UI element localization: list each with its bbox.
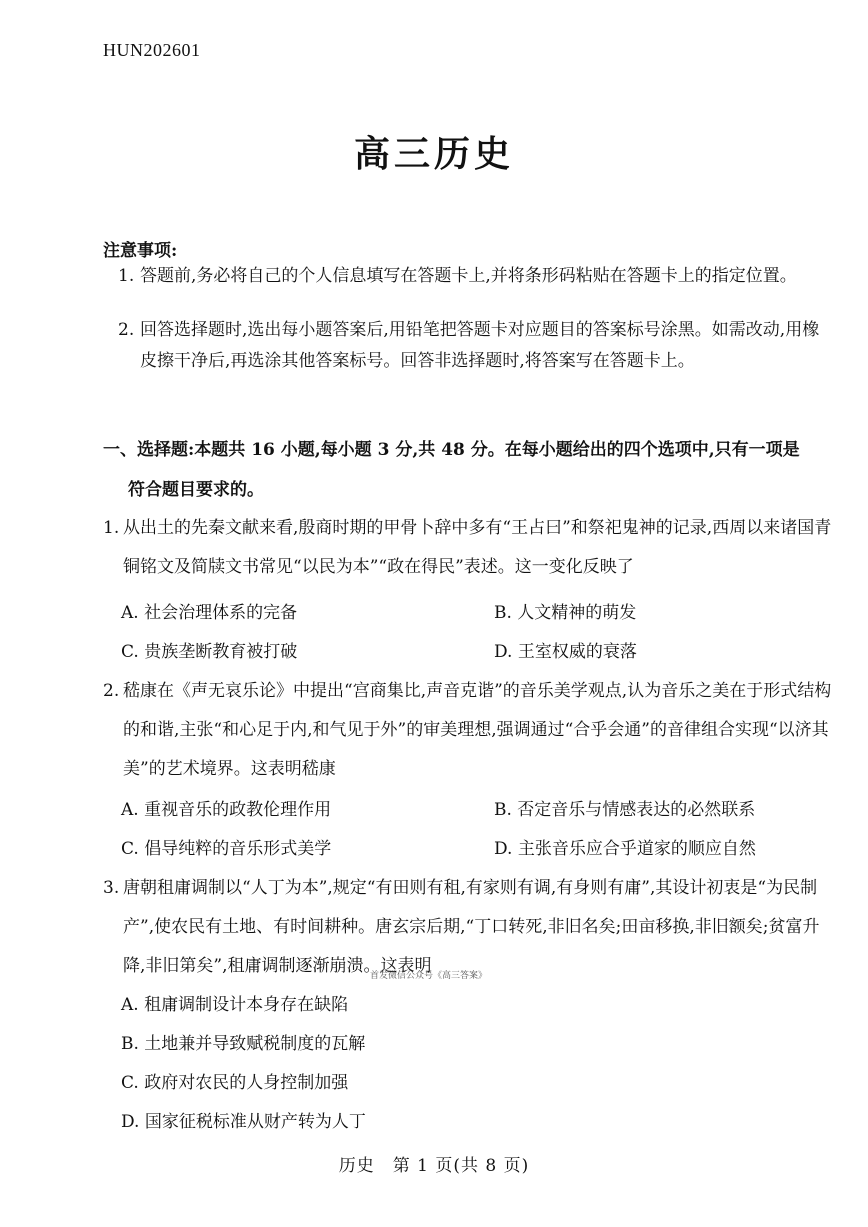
notice-item-text: 答题前,务必将自己的个人信息填写在答题卡上,并将条形码粘贴在答题卡上的指定位置。 (140, 266, 797, 286)
question-1 (103, 509, 833, 587)
option-c: C. 贵族垄断教育被打破 (121, 642, 298, 662)
section-heading-line: 一、选择题:本题共 16 小题,每小题 3 分,共 48 分。在每小题给出的四个选项中,只有一项是 (103, 440, 800, 460)
question-number: 3. (103, 878, 120, 898)
notice-item (118, 261, 830, 292)
option-b: B. 人文精神的萌发 (494, 603, 637, 623)
question-number: 1. (103, 518, 120, 538)
exam-code: HUN202601 (103, 40, 201, 60)
option-b: B. 土地兼并导致赋税制度的瓦解 (121, 1034, 366, 1054)
question-stem: 嵇康在《声无哀乐论》中提出“宫商集比,声音克谐”的音乐美学观点,认为音乐之美在于形式结构的和谐,主张“和心足于内,和气见于外”的审美理想,强调通过“合乎会通”的音律组合实现“以济其美”的艺术境界。这表明嵇康 (123, 681, 832, 779)
section-heading-line: 符合题目要求的。 (128, 480, 264, 500)
option-d: D. 国家征税标准从财产转为人丁 (121, 1112, 366, 1132)
notice-heading: 注意事项: (103, 241, 178, 261)
notice-item-number: 1. (118, 266, 135, 286)
notice-item-text: 回答选择题时,选出每小题答案后,用铅笔把答题卡对应题目的答案标号涂黑。如需改动,用橡皮擦干净后,再选涂其他答案标号。回答非选择题时,将答案写在答题卡上。 (140, 320, 820, 371)
page-title: 高三历史 (353, 133, 514, 175)
option-d: D. 主张音乐应合乎道家的顺应自然 (494, 839, 756, 859)
notice-item-number: 2. (118, 320, 135, 340)
option-b: B. 否定音乐与情感表达的必然联系 (494, 800, 756, 820)
page-footer: 历史 第 1 页(共 8 页) (338, 1156, 530, 1176)
option-c: C. 倡导纯粹的音乐形式美学 (121, 839, 332, 859)
watermark-text: 首发微信公众号《高三答案》 (370, 971, 488, 981)
option-a: A. 重视音乐的政教伦理作用 (121, 800, 332, 820)
question-2 (103, 672, 833, 789)
question-stem: 唐朝租庸调制以“人丁为本”,规定“有田则有租,有家则有调,有身则有庸”,其设计初衷是“为民制产”,使农民有土地、有时间耕种。唐玄宗后期,“丁口转死,非旧名矣;田亩移换,非旧额矣;贫富升降,非旧第矣”,租庸调制逐渐崩溃。这表明 (123, 878, 820, 976)
option-a: A. 租庸调制设计本身存在缺陷 (121, 995, 349, 1015)
option-d: D. 王室权威的衰落 (494, 642, 637, 662)
option-a: A. 社会治理体系的完备 (121, 603, 298, 623)
option-c: C. 政府对农民的人身控制加强 (121, 1073, 349, 1093)
section-heading (103, 430, 833, 510)
question-number: 2. (103, 681, 120, 701)
notice-item (118, 315, 830, 377)
question-stem: 从出土的先秦文献来看,殷商时期的甲骨卜辞中多有“王占曰”和祭祀鬼神的记录,西周以来诸国青铜铭文及简牍文书常见“以民为本”“政在得民”表述。这一变化反映了 (123, 518, 832, 577)
